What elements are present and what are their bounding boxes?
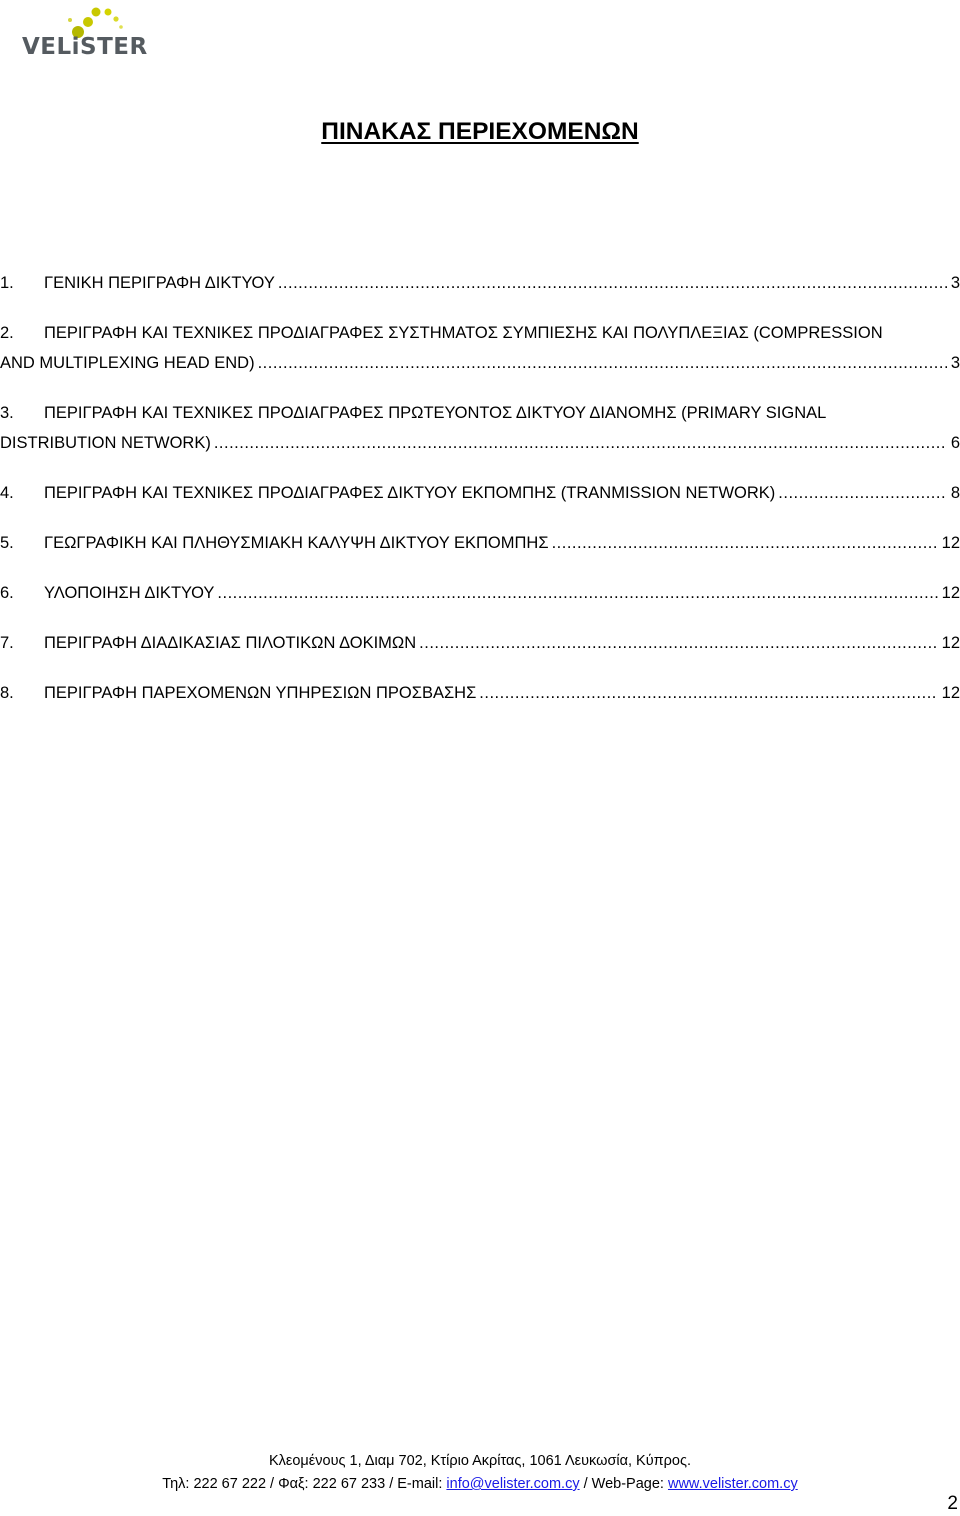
toc-title: ΠΕΡΙΓΡΑΦΗ ΠΑΡΕΧΟΜΕΝΩΝ ΥΠΗΡΕΣΙΩΝ ΠΡΟΣΒΑΣΗΣ: [44, 684, 477, 702]
toc-title-continued: AND MULTIPLEXING HEAD END): [0, 354, 255, 372]
logo-wordmark: VELiSTER: [22, 34, 148, 60]
toc-page-number: 12: [941, 584, 960, 602]
toc-page-number: 3: [950, 274, 960, 292]
toc-number: 1.: [0, 274, 14, 292]
toc-line: [0, 398, 960, 428]
toc-page-number: 6: [950, 434, 960, 452]
toc-title: ΠΕΡΙΓΡΑΦΗ ΚΑΙ ΤΕΧΝΙΚΕΣ ΠΡΟΔΙΑΓΡΑΦΕΣ ΠΡΩΤΕΥΟΝΤΟΣ ΔΙΚΤΥΟΥ ΔΙΑΝΟΜΗΣ (PRIMARY SIGNAL: [44, 404, 827, 422]
toc-title: ΠΕΡΙΓΡΑΦΗ ΔΙΑΔΙΚΑΣΙΑΣ ΠΙΛΟΤΙΚΩΝ ΔΟΚΙΜΩΝ: [44, 634, 417, 652]
toc-entry[interactable]: [0, 578, 960, 608]
toc-line: [0, 348, 960, 378]
toc-leader-dots: [552, 528, 938, 558]
toc-title: ΠΕΡΙΓΡΑΦΗ ΚΑΙ ΤΕΧΝΙΚΕΣ ΠΡΟΔΙΑΓΡΑΦΕΣ ΔΙΚΤΥΟΥ ΕΚΠΟΜΠΗΣ (TRANMISSION NETWORK): [44, 484, 776, 502]
footer-address: Κλεομένους 1, Διαμ 702, Κτίριο Ακρίτας, 1061 Λευκωσία, Κύπρος.: [268, 1453, 691, 1469]
toc-title: ΥΛΟΠΟΙΗΣΗ ΔΙΚΤΥΟΥ: [44, 584, 215, 602]
toc-leader-dots: [258, 348, 947, 378]
toc-title: ΓΕΝΙΚΗ ΠΕΡΙΓΡΑΦΗ ΔΙΚΤΥΟΥ: [44, 274, 275, 292]
toc-entry[interactable]: [0, 268, 960, 298]
toc-line: [0, 478, 960, 508]
toc-entry[interactable]: [0, 678, 960, 708]
footer-web-label: / Web-Page:: [579, 1476, 668, 1492]
toc-line: [0, 528, 960, 558]
page-number: 2: [947, 1493, 958, 1514]
toc-title: ΠΕΡΙΓΡΑΦΗ ΚΑΙ ΤΕΧΝΙΚΕΣ ΠΡΟΔΙΑΓΡΑΦΕΣ ΣΥΣΤΗΜΑΤΟΣ ΣΥΜΠΙΕΣΗΣ ΚΑΙ ΠΟΛΥΠΛΕΞΙΑΣ (COMPRESSION: [44, 324, 883, 342]
toc-page-number: 8: [950, 484, 960, 502]
toc-page-number: 12: [941, 534, 960, 552]
toc-entry[interactable]: [0, 528, 960, 558]
toc-page-number: 3: [950, 354, 960, 372]
toc-entry[interactable]: [0, 318, 960, 378]
toc-page-number: 12: [941, 684, 960, 702]
footer-contact: [0, 1473, 960, 1496]
toc-line: [0, 318, 960, 348]
toc-page-number: 12: [941, 634, 960, 652]
toc-line: [0, 268, 960, 298]
toc-line: [0, 678, 960, 708]
toc-number: 7.: [0, 634, 14, 652]
toc-leader-dots: [419, 628, 937, 658]
toc-leader-dots: [479, 678, 937, 708]
toc-leader-dots: [278, 268, 947, 298]
toc-title-continued: DISTRIBUTION NETWORK): [0, 434, 211, 452]
toc-line: [0, 428, 960, 458]
toc-leader-dots: [778, 478, 947, 508]
website-link[interactable]: www.velister.com.cy: [667, 1476, 798, 1492]
email-link[interactable]: info@velister.com.cy: [446, 1476, 580, 1492]
toc-number: 8.: [0, 684, 14, 702]
toc-number: 2.: [0, 324, 14, 342]
toc-line: [0, 628, 960, 658]
toc-line: [0, 578, 960, 608]
toc-title: ΓΕΩΓΡΑΦΙΚΗ ΚΑΙ ΠΛΗΘΥΣΜΙΑΚΗ ΚΑΛΥΨΗ ΔΙΚΤΥΟΥ ΕΚΠΟΜΠΗΣ: [44, 534, 549, 552]
toc-leader-dots: [214, 428, 947, 458]
page-title: ΠΙΝΑΚΑΣ ΠΕΡΙΕΧΟΜΕΝΩΝ: [321, 118, 639, 145]
toc-number: 3.: [0, 404, 14, 422]
toc-entry[interactable]: [0, 398, 960, 458]
footer: [0, 1450, 960, 1496]
velister-logo: [22, 6, 148, 60]
toc-number: 5.: [0, 534, 14, 552]
toc-entry[interactable]: [0, 478, 960, 508]
toc-entry[interactable]: [0, 628, 960, 658]
footer-contact-text: Τηλ: 222 67 222 / Φαξ: 222 67 233 / E-mail:: [162, 1476, 447, 1492]
toc-number: 6.: [0, 584, 14, 602]
toc-leader-dots: [217, 578, 937, 608]
toc-number: 4.: [0, 484, 14, 502]
table-of-contents: [0, 268, 960, 728]
